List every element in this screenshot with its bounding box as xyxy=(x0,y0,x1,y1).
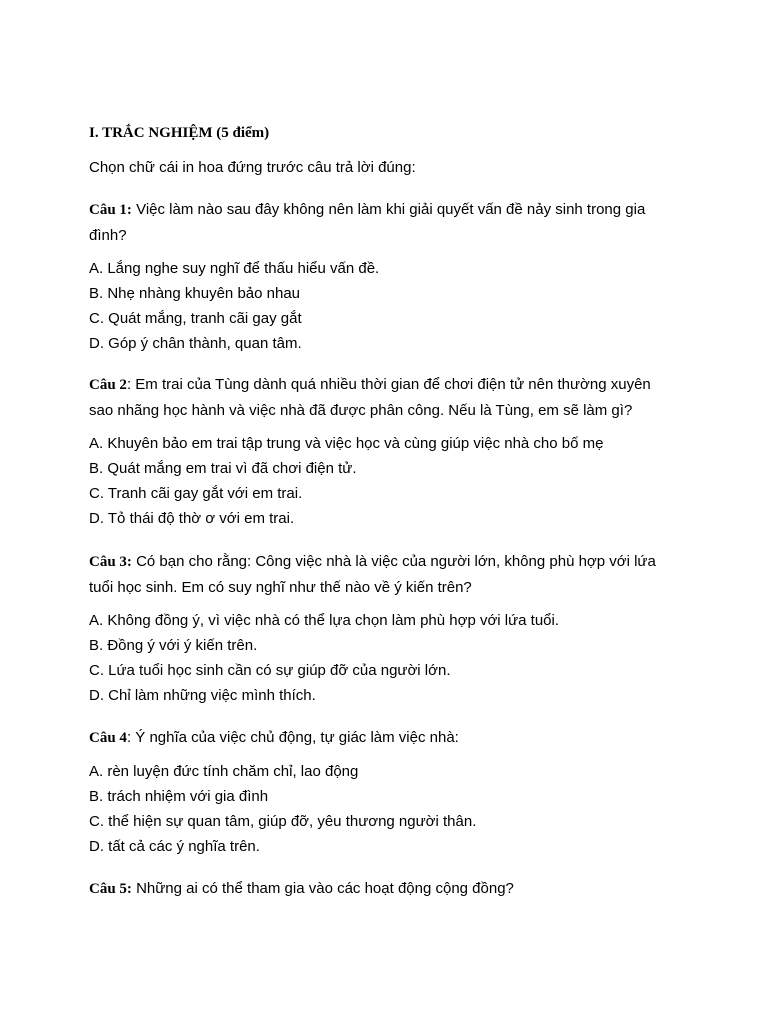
question-text: Những ai có thể tham gia vào các hoạt động cộng đồng? xyxy=(131,880,514,897)
question-text: Việc làm nào sau đây không nên làm khi giải quyết vấn đề nảy sinh trong gia đình? xyxy=(89,201,646,244)
answer-option-a: A. Khuyên bảo em trai tập trung và việc học và cùng giúp việc nhà cho bố mẹ xyxy=(89,435,604,452)
question-label: Câu 3: xyxy=(89,554,132,570)
answer-option-c: C. thể hiện sự quan tâm, giúp đỡ, yêu thương người thân. xyxy=(89,813,477,830)
answer-options xyxy=(89,256,679,356)
answer-option-d: D. Chỉ làm những việc mình thích. xyxy=(89,687,316,704)
question-label: Câu 5: xyxy=(89,881,132,897)
section-title: I. TRẮC NGHIỆM (5 điểm) xyxy=(89,125,270,141)
answer-option-c: C. Lứa tuổi học sinh cần có sự giúp đỡ của người lớn. xyxy=(89,662,451,679)
answer-option-a: A. rèn luyện đức tính chăm chỉ, lao động xyxy=(89,763,359,780)
question-text: : Ý nghĩa của việc chủ động, tự giác làm việc nhà: xyxy=(126,729,459,746)
question-label: Câu 4 xyxy=(89,730,127,746)
question-3 xyxy=(89,549,679,708)
answer-option-b: B. Nhẹ nhàng khuyên bảo nhau xyxy=(89,285,301,302)
question-1 xyxy=(89,197,679,356)
question-text: Có bạn cho rằng: Công việc nhà là việc của người lớn, không phù hợp với lứa tuổi học sinh. Em có suy nghĩ như thế nào về ý kiến trên? xyxy=(89,553,656,596)
question-stem xyxy=(89,197,679,248)
answer-option-b: B. Đồng ý với ý kiến trên. xyxy=(89,637,258,654)
answer-option-c: C. Tranh cãi gay gắt với em trai. xyxy=(89,485,303,502)
question-4 xyxy=(89,725,679,859)
question-stem xyxy=(89,549,679,600)
answer-option-c: C. Quát mắng, tranh cãi gay gắt xyxy=(89,310,302,327)
answer-option-a: A. Lắng nghe suy nghĩ để thấu hiểu vấn đề. xyxy=(89,260,380,277)
question-2 xyxy=(89,372,679,531)
answer-option-a: A. Không đồng ý, vì việc nhà có thể lựa chọn làm phù hợp với lứa tuổi. xyxy=(89,612,560,629)
answer-options xyxy=(89,608,679,708)
answer-option-b: B. trách nhiệm với gia đình xyxy=(89,788,269,805)
question-stem xyxy=(89,372,679,423)
question-label: Câu 2 xyxy=(89,377,127,393)
question-stem xyxy=(89,725,679,751)
question-stem xyxy=(89,876,679,902)
answer-options xyxy=(89,431,679,531)
answer-option-d: D. Tỏ thái độ thờ ơ với em trai. xyxy=(89,510,295,527)
answer-option-b: B. Quát mắng em trai vì đã chơi điện tử. xyxy=(89,460,357,477)
answer-options xyxy=(89,759,679,859)
instruction-text: Chọn chữ cái in hoa đứng trước câu trả lời đúng: xyxy=(89,159,416,176)
question-text: : Em trai của Tùng dành quá nhiều thời gian để chơi điện tử nên thường xuyên sao nhãng học hành và việc nhà đã được phân công. Nếu là Tùng, em sẽ làm gì? xyxy=(89,376,651,419)
answer-option-d: D. Góp ý chân thành, quan tâm. xyxy=(89,335,302,352)
question-label: Câu 1: xyxy=(89,202,132,218)
answer-option-d: D. tất cả các ý nghĩa trên. xyxy=(89,838,260,855)
question-5 xyxy=(89,876,679,902)
